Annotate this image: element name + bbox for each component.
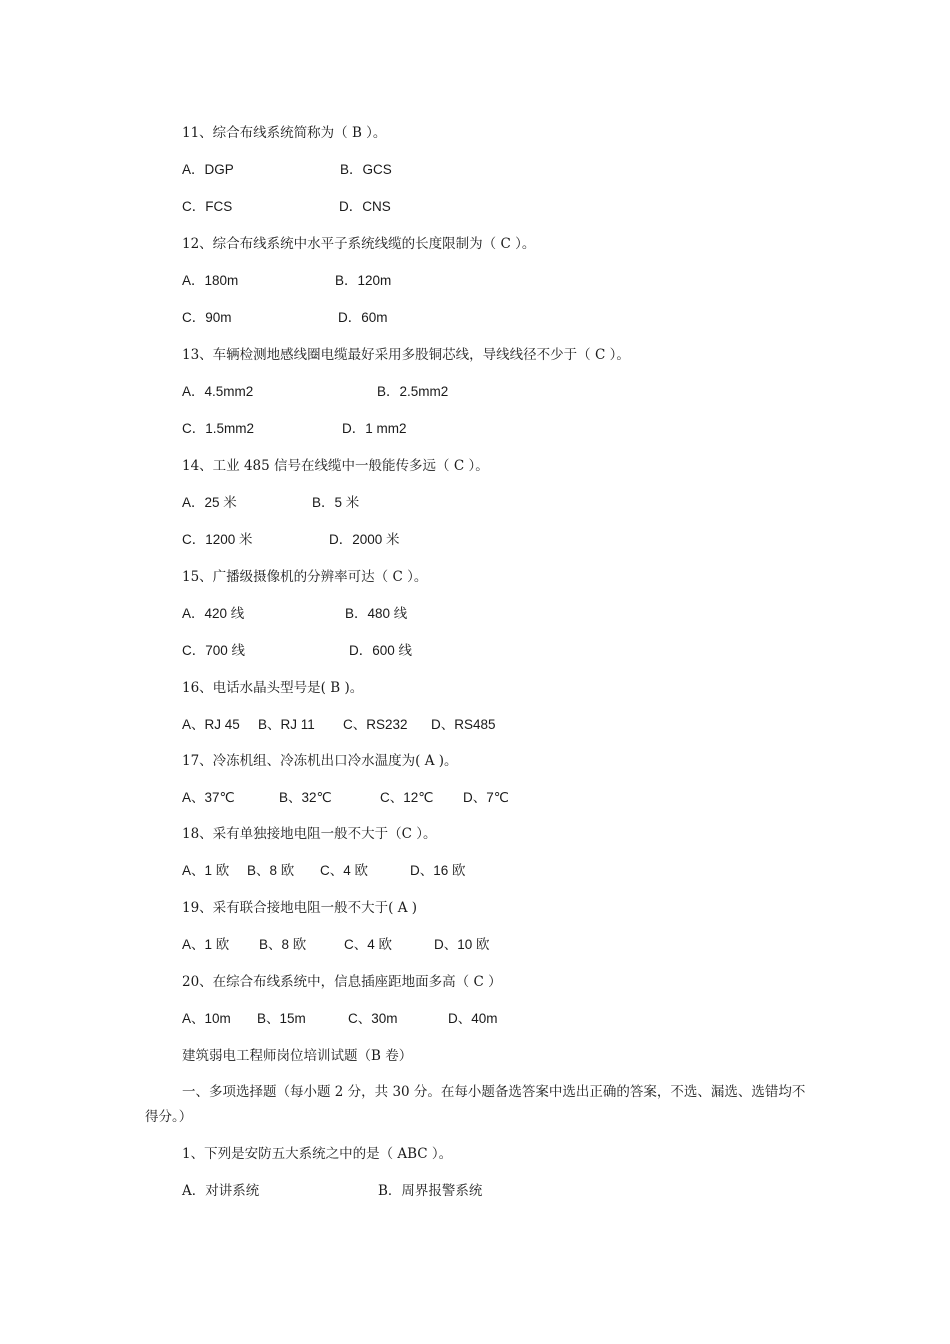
option: B、15m — [257, 1011, 306, 1026]
section-title: 建筑弱电工程师岗位培训试题（B 卷） — [182, 1048, 413, 1064]
question-stem: 13、车辆检测地感线圈电缆最好采用多股铜芯线，导线线径不少于（ C ）。 — [182, 347, 630, 363]
option: C、4 欧 — [320, 863, 369, 878]
option: B、8 欧 — [247, 863, 295, 878]
option: B．5 米 — [312, 495, 360, 510]
option: D．600 线 — [349, 643, 413, 658]
question-stem: 19、采有联合接地电阻一般不大于( A ) — [182, 900, 418, 916]
option: C、12℃ — [380, 790, 434, 805]
option: D、10 欧 — [434, 937, 490, 952]
option: B、8 欧 — [259, 937, 307, 952]
option: A、10m — [182, 1011, 231, 1026]
question-stem: 1、下列是安防五大系统之中的是（ ABC ）。 — [182, 1146, 453, 1162]
option: B．2.5mm2 — [377, 384, 449, 399]
question-stem: 12、综合布线系统中水平子系统线缆的长度限制为（ C ）。 — [182, 236, 536, 252]
section-instructions: 一、多项选择题（每小题 2 分，共 30 分。在每小题备选答案中选出正确的答案，不选、漏选、选错均不得分。） — [145, 1084, 806, 1125]
option: B．480 线 — [345, 606, 408, 621]
option: A．4.5mm2 — [182, 384, 254, 399]
option: B．GCS — [340, 162, 392, 177]
option: C、RS232 — [343, 717, 408, 732]
option: C、30m — [348, 1011, 398, 1026]
option: A、37℃ — [182, 790, 235, 805]
option: C、4 欧 — [344, 937, 393, 952]
option: C．90m — [182, 310, 232, 325]
option: C．1.5mm2 — [182, 421, 255, 436]
question-stem: 16、电话水晶头型号是( B )。 — [182, 680, 364, 696]
option: D．1 mm2 — [342, 421, 407, 436]
option: D、7℃ — [463, 790, 509, 805]
option: C．FCS — [182, 199, 233, 214]
question-stem: 14、工业 485 信号在线缆中一般能传多远（ C ）。 — [182, 458, 489, 474]
option: C．700 线 — [182, 643, 246, 658]
option: D、40m — [448, 1011, 498, 1026]
option: B、32℃ — [279, 790, 332, 805]
option: B．120m — [335, 273, 392, 288]
option: D．CNS — [339, 199, 391, 214]
question-stem: 18、采有单独接地电阻一般不大于（C ）。 — [182, 826, 437, 842]
option: A．25 米 — [182, 495, 237, 510]
option: D．2000 米 — [329, 532, 400, 547]
option: C．1200 米 — [182, 532, 253, 547]
option: D、RS485 — [431, 717, 496, 732]
option: A、1 欧 — [182, 937, 230, 952]
question-stem: 15、广播级摄像机的分辨率可达（ C ）。 — [182, 569, 428, 585]
option: A、1 欧 — [182, 863, 230, 878]
option: B、RJ 11 — [258, 717, 315, 732]
option: A．对讲系统 — [182, 1183, 260, 1199]
question-stem: 17、冷冻机组、冷冻机出口冷水温度为( A )。 — [182, 753, 458, 769]
option: A．180m — [182, 273, 239, 288]
option: A、RJ 45 — [182, 717, 240, 732]
option: D．60m — [338, 310, 388, 325]
question-stem: 11、综合布线系统简称为（ B ）。 — [182, 125, 387, 141]
option: D、16 欧 — [410, 863, 466, 878]
option: A．DGP — [182, 162, 234, 177]
question-stem: 20、在综合布线系统中，信息插座距地面多高（ C ） — [182, 974, 502, 990]
option: A．420 线 — [182, 606, 245, 621]
option: B．周界报警系统 — [378, 1183, 483, 1199]
